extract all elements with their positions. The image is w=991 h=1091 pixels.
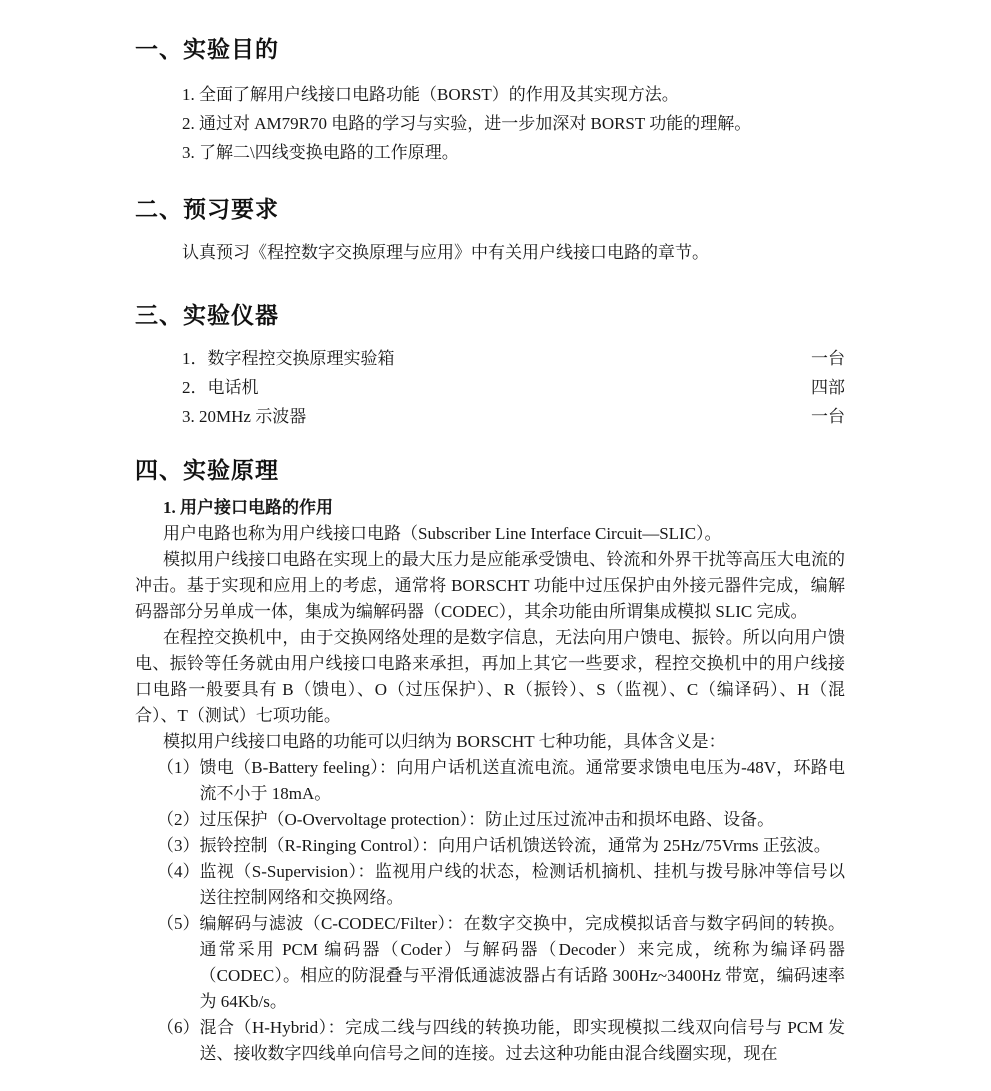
instrument-quantity: 一台 [811,349,845,368]
borscht-item [157,911,845,1015]
borscht-item [157,833,845,859]
borscht-item-text: 馈电（B-Battery feeling）：向用户话机送直流电流。通常要求馈电电压为-48V，环路电流不小于 18mA。 [199,758,845,803]
instrument-label: 3. 20MHz 示波器 [182,407,307,426]
instrument-quantity: 一台 [811,407,845,426]
borscht-item [157,755,845,807]
section-preview [135,194,845,267]
preview-paragraph: 认真预习《程控数字交换原理与应用》中有关用户线接口电路的章节。 [182,243,709,262]
section-heading-principle: 四、实验原理 [135,457,279,483]
principle-paragraph: 用户电路也称为用户线接口电路（Subscriber Line Interface Circuit—SLIC）。 [163,524,722,543]
borscht-item-marker: （3） [157,836,200,855]
purpose-item: 3. 了解二\四线变换电路的工作原理。 [182,143,459,162]
principle-paragraph: 在程控交换机中，由于交换网络处理的是数字信息，无法向用户馈电、振铃。所以向用户馈电、振铃等任务就由用户线接口电路来承担，再加上其它一些要求，程控交换机中的用户线接口电路一般要具有 B（馈电）、O（过压保护）、R（振铃）、S（监视）、C（编译码）、H（混合）、T（测试）七项功能。 [135,628,845,725]
section-heading-purpose: 一、实验目的 [135,36,279,62]
section-heading-preview: 二、预习要求 [135,196,279,222]
borscht-item-text: 监视（S-Supervision）：监视用户线的状态，检测话机摘机、挂机与拨号脉冲等信号以送往控制网络和交换网络。 [199,862,845,907]
borscht-item [157,1015,845,1067]
borscht-item-text: 过压保护（O-Overvoltage protection）：防止过压过流冲击和损坏电路、设备。 [199,810,775,829]
borscht-item-text: 混合（H-Hybrid）：完成二线与四线的转换功能，即实现模拟二线双向信号与 PCM 发送、接收数字四线单向信号之间的连接。过去这种功能由混合线圈实现，现在 [199,1018,845,1063]
section-purpose [135,34,845,167]
borscht-item-marker: （1） [157,758,200,777]
borscht-item-marker: （2） [157,810,200,829]
instrument-row [182,402,845,431]
purpose-item: 1. 全面了解用户线接口电路功能（BORST）的作用及其实现方法。 [182,85,679,104]
borscht-function-list [135,755,845,1067]
section-principle [135,455,845,1067]
borscht-item [157,859,845,911]
instrument-quantity: 四部 [811,378,845,397]
purpose-item: 2. 通过对 AM79R70 电路的学习与实验，进一步加深对 BORST 功能的理解。 [182,114,752,133]
borscht-item-marker: （4） [157,862,200,881]
borscht-item-marker: （6） [157,1018,200,1037]
purpose-item-list [135,80,845,167]
borscht-item [157,807,845,833]
section-instruments [135,300,845,431]
section-heading-instruments: 三、实验仪器 [135,302,279,328]
instrument-row [182,373,845,402]
instrument-list [135,344,845,431]
borscht-item-text: 编解码与滤波（C-CODEC/Filter）：在数字交换中，完成模拟话音与数字码间的转换。通常采用 PCM 编码器（Coder）与解码器（Decoder）来完成，统称为编译码器（CODEC）。相应的防混叠与平滑低通滤波器占有话路 300Hz~3400Hz 带宽，编码速率为 64Kb/s。 [199,914,845,1011]
instrument-label: 1．数字程控交换原理实验箱 [182,349,395,368]
borscht-item-text: 振铃控制（R-Ringing Control）：向用户话机馈送铃流，通常为 25Hz/75Vrms 正弦波。 [199,836,831,855]
principle-paragraph: 模拟用户线接口电路的功能可以归纳为 BORSCHT 七种功能，具体含义是： [163,732,726,751]
principle-paragraph: 模拟用户线接口电路在实现上的最大压力是应能承受馈电、铃流和外界干扰等高压大电流的冲击。基于实现和应用上的考虑，通常将 BORSCHT 功能中过压保护由外接元器件完成，编解码器部分另单成一体，集成为编解码器（CODEC），其余功能由所谓集成模拟 SLIC 完成。 [135,550,845,621]
instrument-label: 2．电话机 [182,378,259,397]
principle-subheading: 1. 用户接口电路的作用 [163,498,333,517]
borscht-item-marker: （5） [157,914,200,933]
instrument-row [182,344,845,373]
